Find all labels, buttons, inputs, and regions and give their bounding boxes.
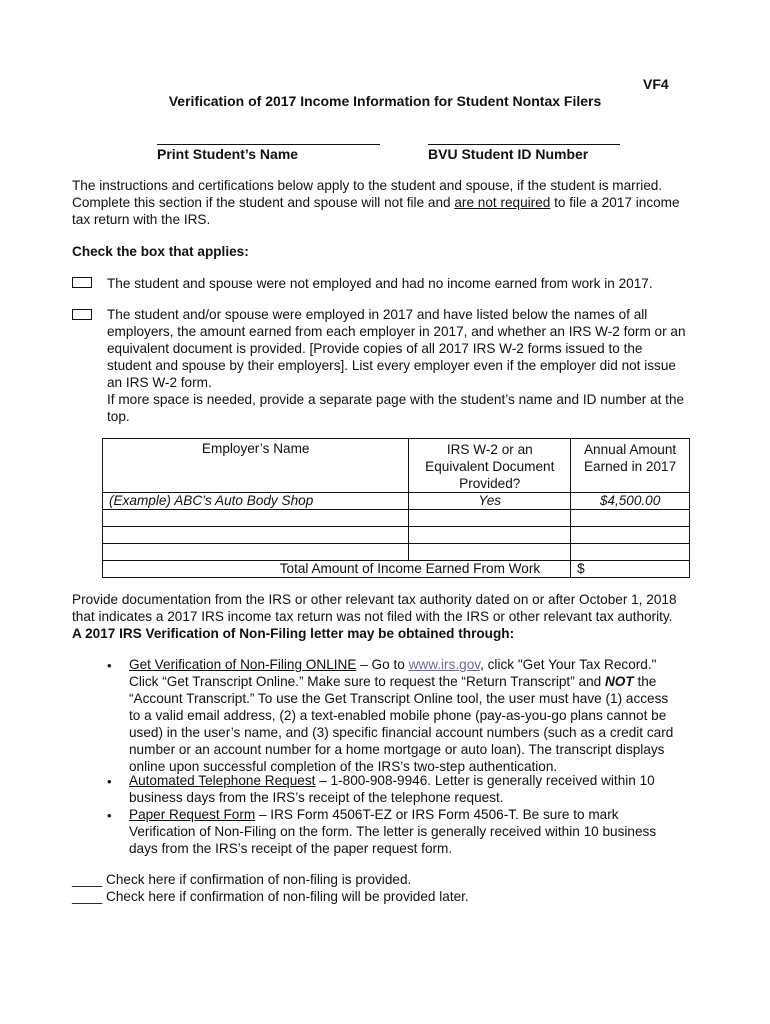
form-code: VF4 <box>643 76 669 92</box>
example-w2-cell: Yes <box>409 493 571 510</box>
confirmation-provided: ____ Check here if confirmation of non-filing is provided. <box>72 872 412 887</box>
student-id-label: BVU Student ID Number <box>428 146 589 162</box>
instructions <box>72 177 712 228</box>
total-amount-cell[interactable]: $ <box>571 561 690 578</box>
confirmation-provided-blank[interactable]: ____ <box>72 872 103 887</box>
get-verification-online-link[interactable]: Get Verification of Non-Filing ONLINE <box>129 657 357 672</box>
not-required-emphasis: are not required <box>454 195 551 210</box>
telephone-request-link[interactable]: Automated Telephone Request <box>129 773 316 788</box>
student-name-label: Print Student’s Name <box>157 146 299 162</box>
annual-amount-cell[interactable] <box>571 510 690 527</box>
employer-name-cell[interactable] <box>103 527 409 544</box>
employer-name-header: Employer’s Name <box>103 439 409 493</box>
method-paper: Paper Request Form – IRS Form 4506T-EZ or IRS Form 4506-T. Be sure to mark Verification of Non-Filing on the form. The letter is generally received within 10 business days from the IRS’s receipt of the paper request form. <box>129 807 657 856</box>
employed-option-text: The student and/or spouse were employed in 2017 and have listed below the names of all employers, the amount earned from each employer in 2017, and whether an IRS W-2 form or an equivalent document is provided. [Provide copies of all 2017 IRS W-2 forms issued to the student and spouse by their employers]. List every employer even if the employer did not issue an IRS W-2 form. If more space is needed, provide a separate page with the student’s name and ID number at the top. <box>107 307 686 424</box>
bullet-icon: • <box>107 774 112 789</box>
documentation-paragraph: Provide documentation from the IRS or other relevant tax authority dated on or after October 1, 2018 that indicates a 2017 IRS income tax return was not filed with the IRS or other relevant tax authority. A 2017 IRS Verification of Non-Filing letter may be obtained through: <box>72 591 712 642</box>
instructions-line-3: tax return with the IRS. <box>72 212 211 227</box>
employer-table-header <box>103 439 690 493</box>
employer-table <box>102 438 690 578</box>
irs-gov-link[interactable]: www.irs.gov <box>408 657 481 672</box>
employer-name-cell[interactable] <box>103 510 409 527</box>
table-row <box>103 510 690 527</box>
total-row <box>103 561 690 578</box>
method-online: Get Verification of Non-Filing ONLINE – Go to www.irs.gov, click "Get Your Tax Record." Click “Get Transcript Online.” Make sure to request the “Return Transcript” and NOT the “Account Transcript.” To use the Get Transcript Online tool, the user must have (1) access to a valid email address, (2) a text-enabled mobile phone (pay-as-you-go plans cannot be used) in the user’s name, and (3) specific financial account numbers (such as a credit card number or an account number for a home mortgage or auto loan). The transcript displays online upon successful completion of the IRS’s two-step authentication. <box>129 657 674 774</box>
form-title: Verification of 2017 Income Information for Student Nontax Filers <box>168 93 602 109</box>
paper-request-form-link[interactable]: Paper Request Form <box>129 807 256 822</box>
total-label: Total Amount of Income Earned From Work <box>103 561 571 578</box>
annual-amount-header: Annual Amount Earned in 2017 <box>571 439 690 493</box>
instructions-line-2: Complete this section if the student and spouse will not file and are not required to file a 2017 income <box>72 195 680 210</box>
confirmation-later: ____ Check here if confirmation of non-filing will be provided later. <box>72 889 469 904</box>
w2-provided-header: IRS W-2 or an Equivalent Document Provided? <box>409 439 571 493</box>
annual-amount-cell[interactable] <box>571 544 690 561</box>
w2-provided-cell[interactable] <box>409 544 571 561</box>
example-employer-cell: (Example) ABC’s Auto Body Shop <box>103 493 409 510</box>
checkbox-heading: Check the box that applies: <box>72 244 249 259</box>
table-row-example <box>103 493 690 510</box>
employer-name-cell[interactable] <box>103 544 409 561</box>
bullet-icon: • <box>107 658 112 673</box>
confirmation-later-blank[interactable]: ____ <box>72 889 103 904</box>
instructions-line-1: The instructions and certifications below apply to the student and spouse, if the student is married. <box>72 178 663 193</box>
example-amount-cell: $4,500.00 <box>571 493 690 510</box>
method-phone: Automated Telephone Request – 1-800-908-9946. Letter is generally received within 10 business days from the IRS’s receipt of the telephone request. <box>129 773 655 805</box>
w2-provided-cell[interactable] <box>409 510 571 527</box>
no-income-checkbox[interactable] <box>72 277 92 288</box>
employed-checkbox[interactable] <box>72 309 92 320</box>
annual-amount-cell[interactable] <box>571 527 690 544</box>
w2-provided-cell[interactable] <box>409 527 571 544</box>
student-id-line[interactable] <box>428 144 620 145</box>
table-row <box>103 527 690 544</box>
table-row <box>103 544 690 561</box>
student-name-line[interactable] <box>157 144 380 145</box>
no-income-option-text: The student and spouse were not employed and had no income earned from work in 2017. <box>107 276 653 291</box>
bullet-icon: • <box>107 808 112 823</box>
obtain-letter-heading: A 2017 IRS Verification of Non-Filing letter may be obtained through: <box>72 626 515 641</box>
